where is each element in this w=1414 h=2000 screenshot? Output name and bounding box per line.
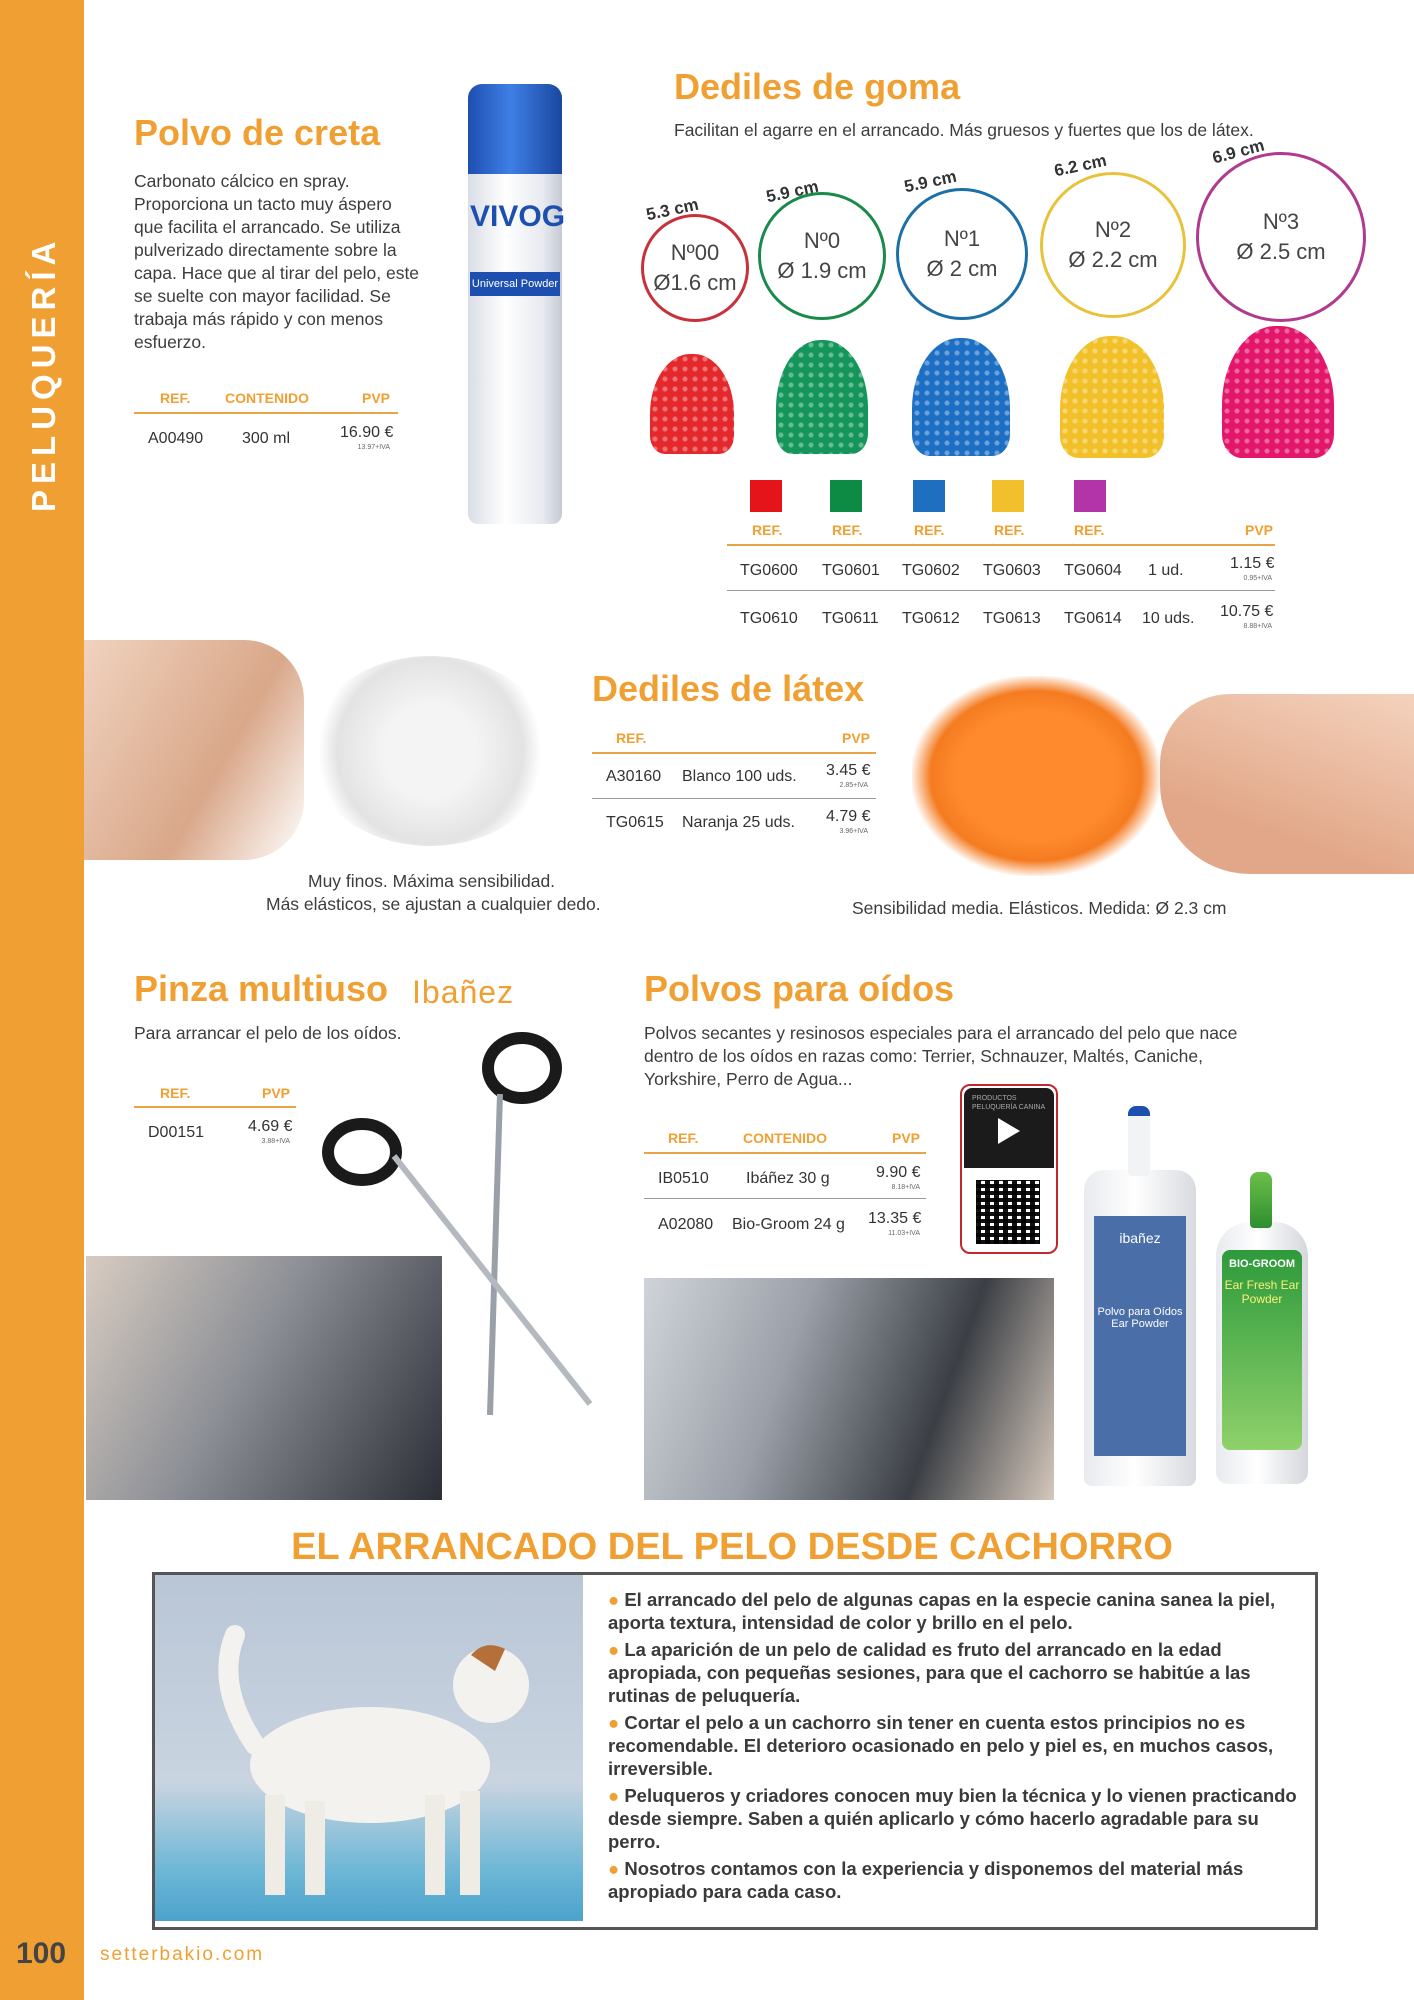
ref-cell: TG0600 [740,562,798,579]
vat-cell: 8.18+IVA [891,1184,920,1191]
cachorro-title: EL ARRANCADO DEL PELO DESDE CACHORRO [291,1526,1173,1568]
size-number: Nº1 [943,226,981,251]
qty-cell: 1 ud. [1148,562,1184,579]
polvo-creta-title: Polvo de creta [134,112,381,153]
polvos-oidos-description: Polvos secantes y resinosos especiales para el arrancado del pelo que nace dentro de los oídos en razas como: Terrier, Schnauzer, Maltés, Caniche, Yorkshire, Perro de Agua... [644,1023,1238,1089]
row-divider [592,798,876,799]
thimble-pink-image [1222,326,1334,458]
bullet-icon: ● [608,1785,620,1806]
pinza-description: Para arrancar el pelo de los oídos. [134,1023,402,1043]
size-number: Nº0 [803,228,841,253]
ref-cell: A00490 [148,430,204,447]
col-pvp: PVP [262,1085,291,1101]
website-link[interactable]: setterbakio.com [100,1944,265,1965]
price-cell: 10.75 € [1220,603,1274,620]
row-divider [644,1198,926,1199]
ear-powder-use-photo [644,1278,1054,1500]
color-swatch-blue [913,480,945,512]
table-rule [592,752,876,754]
col-ref: REF. [1074,522,1105,538]
thimble-red-image [650,354,734,454]
size-diameter: Ø 2.2 cm [1068,247,1158,272]
col-pvp: PVP [892,1130,921,1146]
size-diameter: Ø1.6 cm [653,270,737,295]
ref-cell: TG0613 [983,610,1041,627]
col-contenido: CONTENIDO [225,390,309,406]
price-cell: 4.69 € [248,1118,293,1135]
dediles-latex-title: Dediles de látex [592,668,865,709]
ref-cell: D00151 [148,1124,205,1141]
dediles-goma-title: Dediles de goma [674,66,961,107]
thimble-blue-image [912,338,1010,456]
table-rule [134,1106,296,1108]
bio-groom-bottle-image [1216,1222,1308,1484]
vat-cell: 3.96+IVA [839,828,868,835]
bullet-item: ● La aparición de un pelo de calidad es fruto del arrancado en la edad apropiada, con pequeñas sesiones, para que el cachorro se habitúe a las rutinas de peluquería. [608,1639,1251,1706]
price-cell: 3.45 € [826,762,871,779]
size-ring-0 [758,192,886,320]
ref-cell: TG0615 [606,814,664,831]
bullet-item: ● El arrancado del pelo de algunas capas en la especie canina sanea la piel, aporta textura, intensidad de color y brillo en el pelo. [608,1589,1276,1633]
white-cots-caption: Muy finos. Máxima sensibilidad. [308,871,556,891]
size-diameter: Ø 2 cm [926,256,998,281]
color-swatch-purple [1074,480,1106,512]
can-brand-text: VIVOG [470,200,566,233]
page-number: 100 [16,1937,67,1970]
ref-cell: TG0601 [822,562,880,579]
ref-cell: TG0611 [822,610,879,627]
size-circumference: 5.3 cm [644,194,701,225]
play-icon[interactable] [998,1118,1020,1144]
vat-cell: 0.95+IVA [1243,575,1272,582]
bottle-label [1094,1216,1186,1456]
desc-cell: Blanco 100 uds. [682,768,797,785]
col-ref: REF. [752,522,783,538]
bottle-product-name: Ear Fresh Ear Powder [1224,1278,1300,1306]
qty-cell: 10 uds. [1142,610,1195,627]
color-swatch-green [830,480,862,512]
size-diameter: Ø 2.5 cm [1236,239,1326,264]
size-circumference: 6.9 cm [1210,135,1267,168]
price-cell: 9.90 € [876,1164,921,1181]
section-label: PELUQUERÍA [25,235,62,513]
puppy-photo [155,1575,583,1921]
col-ref: REF. [832,522,863,538]
ref-cell: TG0604 [1064,562,1122,579]
col-ref: REF. [160,1085,191,1101]
ref-cell: A30160 [606,768,662,785]
spray-can-cap [468,84,562,174]
price-cell: 13.35 € [868,1210,922,1227]
polvos-oidos-title: Polvos para oídos [644,968,955,1009]
video-thumbnail[interactable] [964,1088,1054,1168]
size-ring-2 [1040,172,1186,318]
size-ring-3 [1196,152,1366,322]
table-rule [644,1152,926,1154]
vat-cell: 8.88+IVA [1243,623,1272,630]
video-qr-card[interactable] [960,1084,1058,1254]
table-rule [727,544,1275,546]
ref-cell: TG0610 [740,610,798,627]
content-cell: Bio-Groom 24 g [732,1216,845,1233]
thimble-green-image [776,340,868,454]
col-ref: REF. [914,522,945,538]
size-circumference: 5.9 cm [902,166,959,197]
ref-cell: TG0603 [983,562,1041,579]
table-rule [134,412,398,414]
price-cell: 4.79 € [826,808,871,825]
pinza-title: Pinza multiuso [134,968,389,1009]
bullet-icon: ● [608,1589,620,1610]
can-label-text: Universal Powder [470,272,560,296]
cachorro-bullets [608,1588,1298,1907]
ref-cell: IB0510 [658,1170,709,1187]
desc-cell: Naranja 25 uds. [682,814,795,831]
col-pvp: PVP [842,730,871,746]
bottle-brand: ibañez [1119,1230,1161,1246]
thimble-yellow-image [1060,336,1164,458]
vat-cell: 3.88+IVA [261,1138,290,1145]
size-ring-1 [896,188,1028,320]
vat-cell: 11.03+IVA [888,1230,920,1237]
ref-cell: A02080 [658,1216,714,1233]
hand-orange-finger-cot-image [1160,694,1414,874]
dediles-goma-subtitle: Facilitan el agarre en el arrancado. Más gruesos y fuertes que los de látex. [674,120,1254,140]
vat-cell: 2.85+IVA [839,782,868,789]
size-ring-00 [641,214,749,322]
col-pvp: PVP [362,390,391,406]
bullet-icon: ● [608,1858,620,1879]
bullet-item: ● Cortar el pelo a un cachorro sin tener en cuenta estos principios no es recomendable. El deterioro ocasionado en pelo y piel es, en muchos casos, irreversible. [608,1712,1274,1779]
forceps-use-photo [86,1256,442,1500]
terrier-illustration [155,1575,583,1921]
size-circumference: 6.2 cm [1052,150,1109,181]
bullet-icon: ● [608,1639,620,1660]
col-ref: REF. [160,390,191,406]
size-diameter: Ø 1.9 cm [777,258,867,283]
video-label: PRODUCTOS PELUQUERÍA CANINA [972,1095,1046,1111]
hand-white-finger-cot-image [84,640,304,860]
col-pvp: PVP [1245,522,1274,538]
bottle-nozzle [1128,1106,1150,1176]
bottle-label [1222,1250,1302,1450]
col-contenido: CONTENIDO [743,1130,827,1146]
ref-cell: TG0602 [902,562,960,579]
bottle-nozzle [1250,1172,1272,1228]
orange-cots-caption: Sensibilidad media. Elásticos. Medida: Ø 2.3 cm [852,898,1227,918]
qr-code-icon[interactable] [976,1180,1040,1244]
price-cell: 1.15 € [1230,555,1275,572]
size-number: Nº3 [1262,209,1300,234]
bullet-item: ● Peluqueros y criadores conocen muy bien la técnica y lo vienen practicando desde siempre. Saben a quién aplicarlo y cómo hacerlo agradable para su perro. [608,1785,1297,1852]
col-ref: REF. [616,730,647,746]
white-finger-cots-image [308,656,552,846]
color-swatch-red [750,480,782,512]
size-circumference: 5.9 cm [764,176,821,207]
bullet-item: ● Nosotros contamos con la experiencia y disponemos del material más apropiado para cada caso. [608,1858,1244,1902]
brand-ibanez-logo: Ibañez [412,974,515,1010]
bottle-product-name: Polvo para Oídos Ear Powder [1097,1306,1183,1330]
white-cots-caption: Más elásticos, se ajustan a cualquier dedo. [266,894,601,914]
content-cell: Ibáñez 30 g [746,1170,830,1187]
bottle-brand: BIO-GROOM [1229,1258,1295,1270]
row-divider [727,590,1275,591]
col-ref: REF. [994,522,1025,538]
size-number: Nº2 [1094,217,1132,242]
orange-finger-cots-image [912,676,1160,876]
ibanez-bottle-image [1084,1170,1196,1486]
bullet-icon: ● [608,1712,620,1733]
color-swatch-yellow [992,480,1024,512]
polvo-creta-description: Carbonato cálcico en spray. Proporciona un tacto muy áspero que facilita el arrancado. Se utiliza pulverizado directamente sobre la capa. Hace que al tirar del pelo, este se suelte con mayor facilidad. Se trabaja más rápido y con menos esfuerzo. [134,171,420,352]
col-ref: REF. [668,1130,699,1146]
vat-cell: 13.97+IVA [357,444,390,451]
size-number: Nº00 [670,240,720,265]
content-cell: 300 ml [242,430,291,447]
ref-cell: TG0612 [902,610,960,627]
price-cell: 16.90 € [340,424,394,441]
ref-cell: TG0614 [1064,610,1122,627]
